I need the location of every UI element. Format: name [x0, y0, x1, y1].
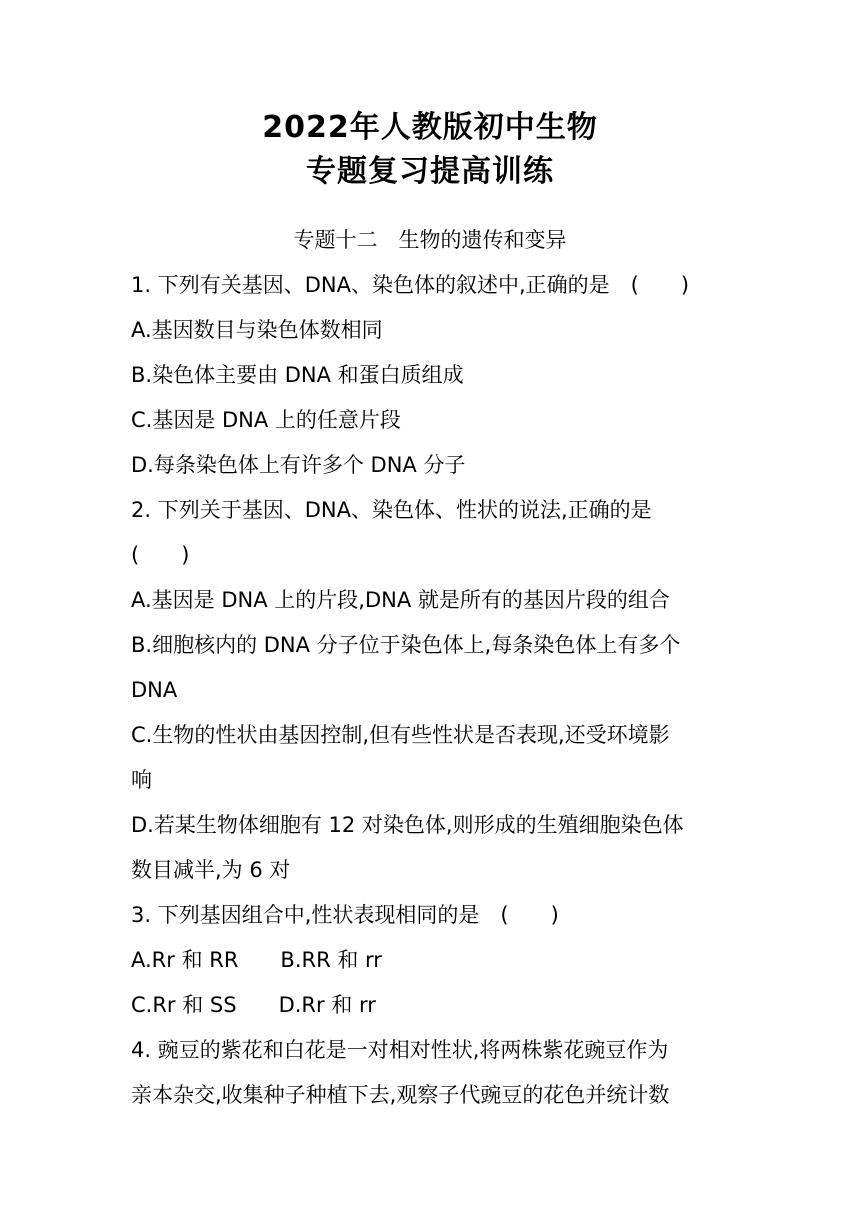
section-heading: 专题十二 生物的遗传和变异 [293, 228, 567, 252]
question-2-option-c: C.生物的性状由基因控制,但有些性状是否表现,还受环境影 [131, 723, 670, 747]
question-1-option-b: B.染色体主要由 DNA 和蛋白质组成 [131, 363, 464, 387]
question-2-option-a: A.基因是 DNA 上的片段,DNA 就是所有的基因片段的组合 [131, 588, 670, 612]
question-3-options-cd: C.Rr 和 SS D.Rr 和 rr [131, 993, 376, 1017]
question-1-option-d: D.每条染色体上有许多个 DNA 分子 [131, 453, 466, 477]
question-2-option-b: B.细胞核内的 DNA 分子位于染色体上,每条染色体上有多个 [131, 633, 681, 657]
question-4-stem: 4. 豌豆的紫花和白花是一对相对性状,将两株紫花豌豆作为 [131, 1038, 669, 1062]
question-2-option-b-cont: DNA [131, 678, 178, 702]
question-3-options-ab: A.Rr 和 RR B.RR 和 rr [131, 948, 382, 972]
question-1-stem: 1. 下列有关基因、DNA、染色体的叙述中,正确的是 ( ) [131, 273, 690, 297]
question-1-option-a: A.基因数目与染色体数相同 [131, 318, 383, 342]
question-1-option-c: C.基因是 DNA 上的任意片段 [131, 408, 401, 432]
document-title: 2022年人教版初中生物 [262, 110, 598, 145]
question-3-stem: 3. 下列基因组合中,性状表现相同的是 ( ) [131, 903, 559, 927]
question-2-stem: 2. 下列关于基因、DNA、染色体、性状的说法,正确的是 [131, 498, 652, 522]
document-title-line2: 专题复习提高训练 [306, 154, 554, 189]
question-4-stem-cont: 亲本杂交,收集种子种植下去,观察子代豌豆的花色并统计数 [131, 1083, 670, 1107]
question-2-option-c-cont: 响 [131, 768, 152, 792]
question-2-option-d: D.若某生物体细胞有 12 对染色体,则形成的生殖细胞染色体 [131, 813, 684, 837]
question-2-option-d-cont: 数目减半,为 6 对 [131, 858, 291, 882]
question-2-stem-cont: ( ) [131, 543, 190, 567]
